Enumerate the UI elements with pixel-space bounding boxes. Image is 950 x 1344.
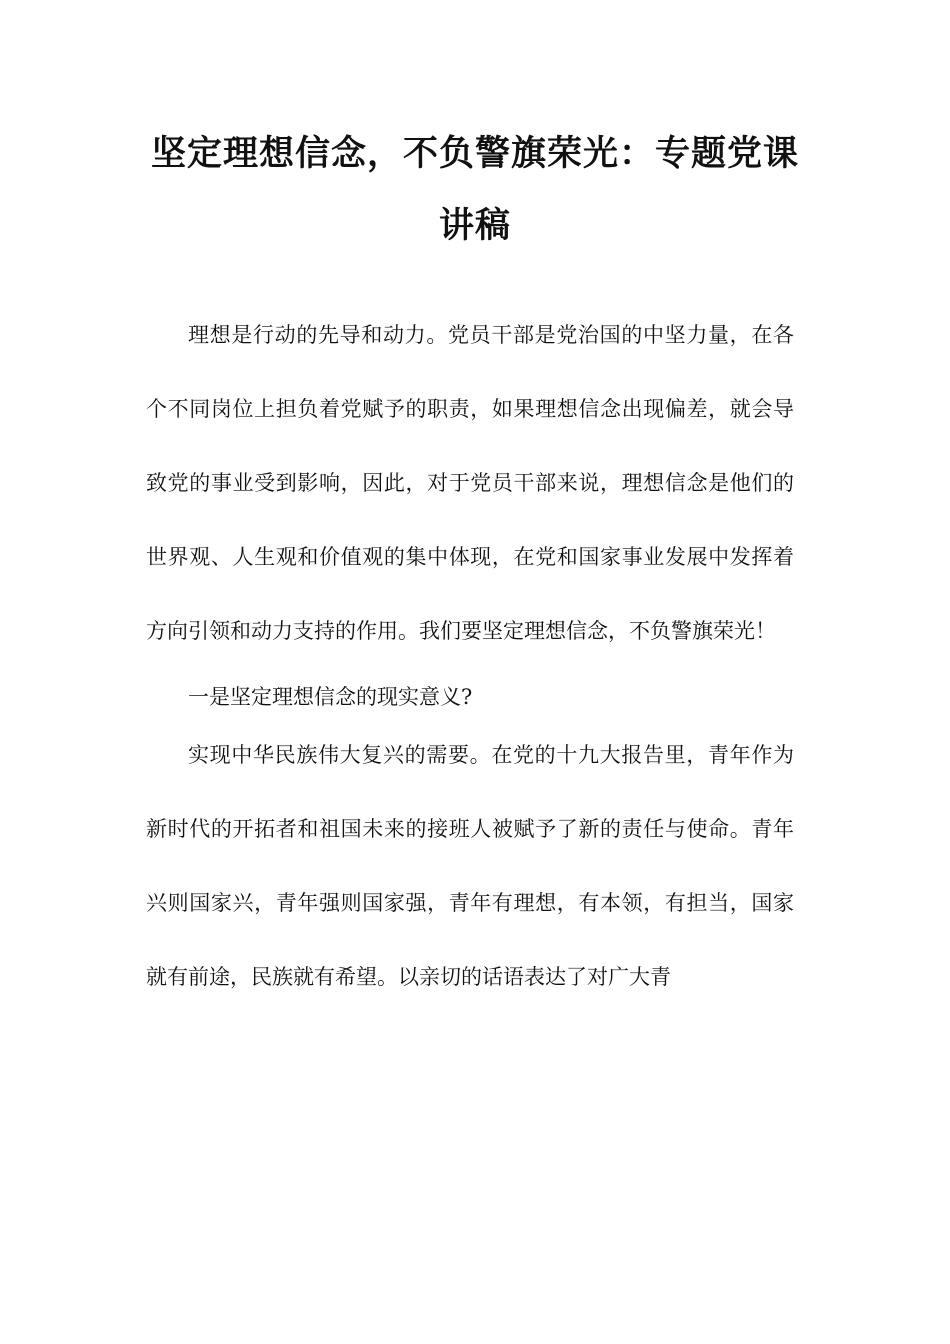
- document-body: [146, 298, 794, 1014]
- section-heading: 一是坚定理想信念的现实意义?: [188, 685, 473, 709]
- document-title: 坚定理想信念，不负警旗荣光：专题党课讲稿: [150, 134, 799, 246]
- paragraph-intro: 理想是行动的先导和动力。党员干部是党治国的中坚力量，在各个不同岗位上担负着党赋予的职责，如果理想信念出现偏差，就会导致党的事业受到影响，因此，对于党员干部来说，理想信念是他们的世界观、人生观和价值观的集中体现，在党和国家事业发展中发挥着方向引领和动力支持的作用。我们要坚定理想信念，不负警旗荣光！: [146, 323, 794, 643]
- paragraph-section-one: 实现中华民族伟大复兴的需要。在党的十九大报告里，青年作为新时代的开拓者和祖国未来的接班人被赋予了新的责任与使命。青年兴则国家兴，青年强则国家强，青年有理想，有本领，有担当，国家就有前途，民族就有希望。以亲切的话语表达了对广大青: [146, 743, 794, 989]
